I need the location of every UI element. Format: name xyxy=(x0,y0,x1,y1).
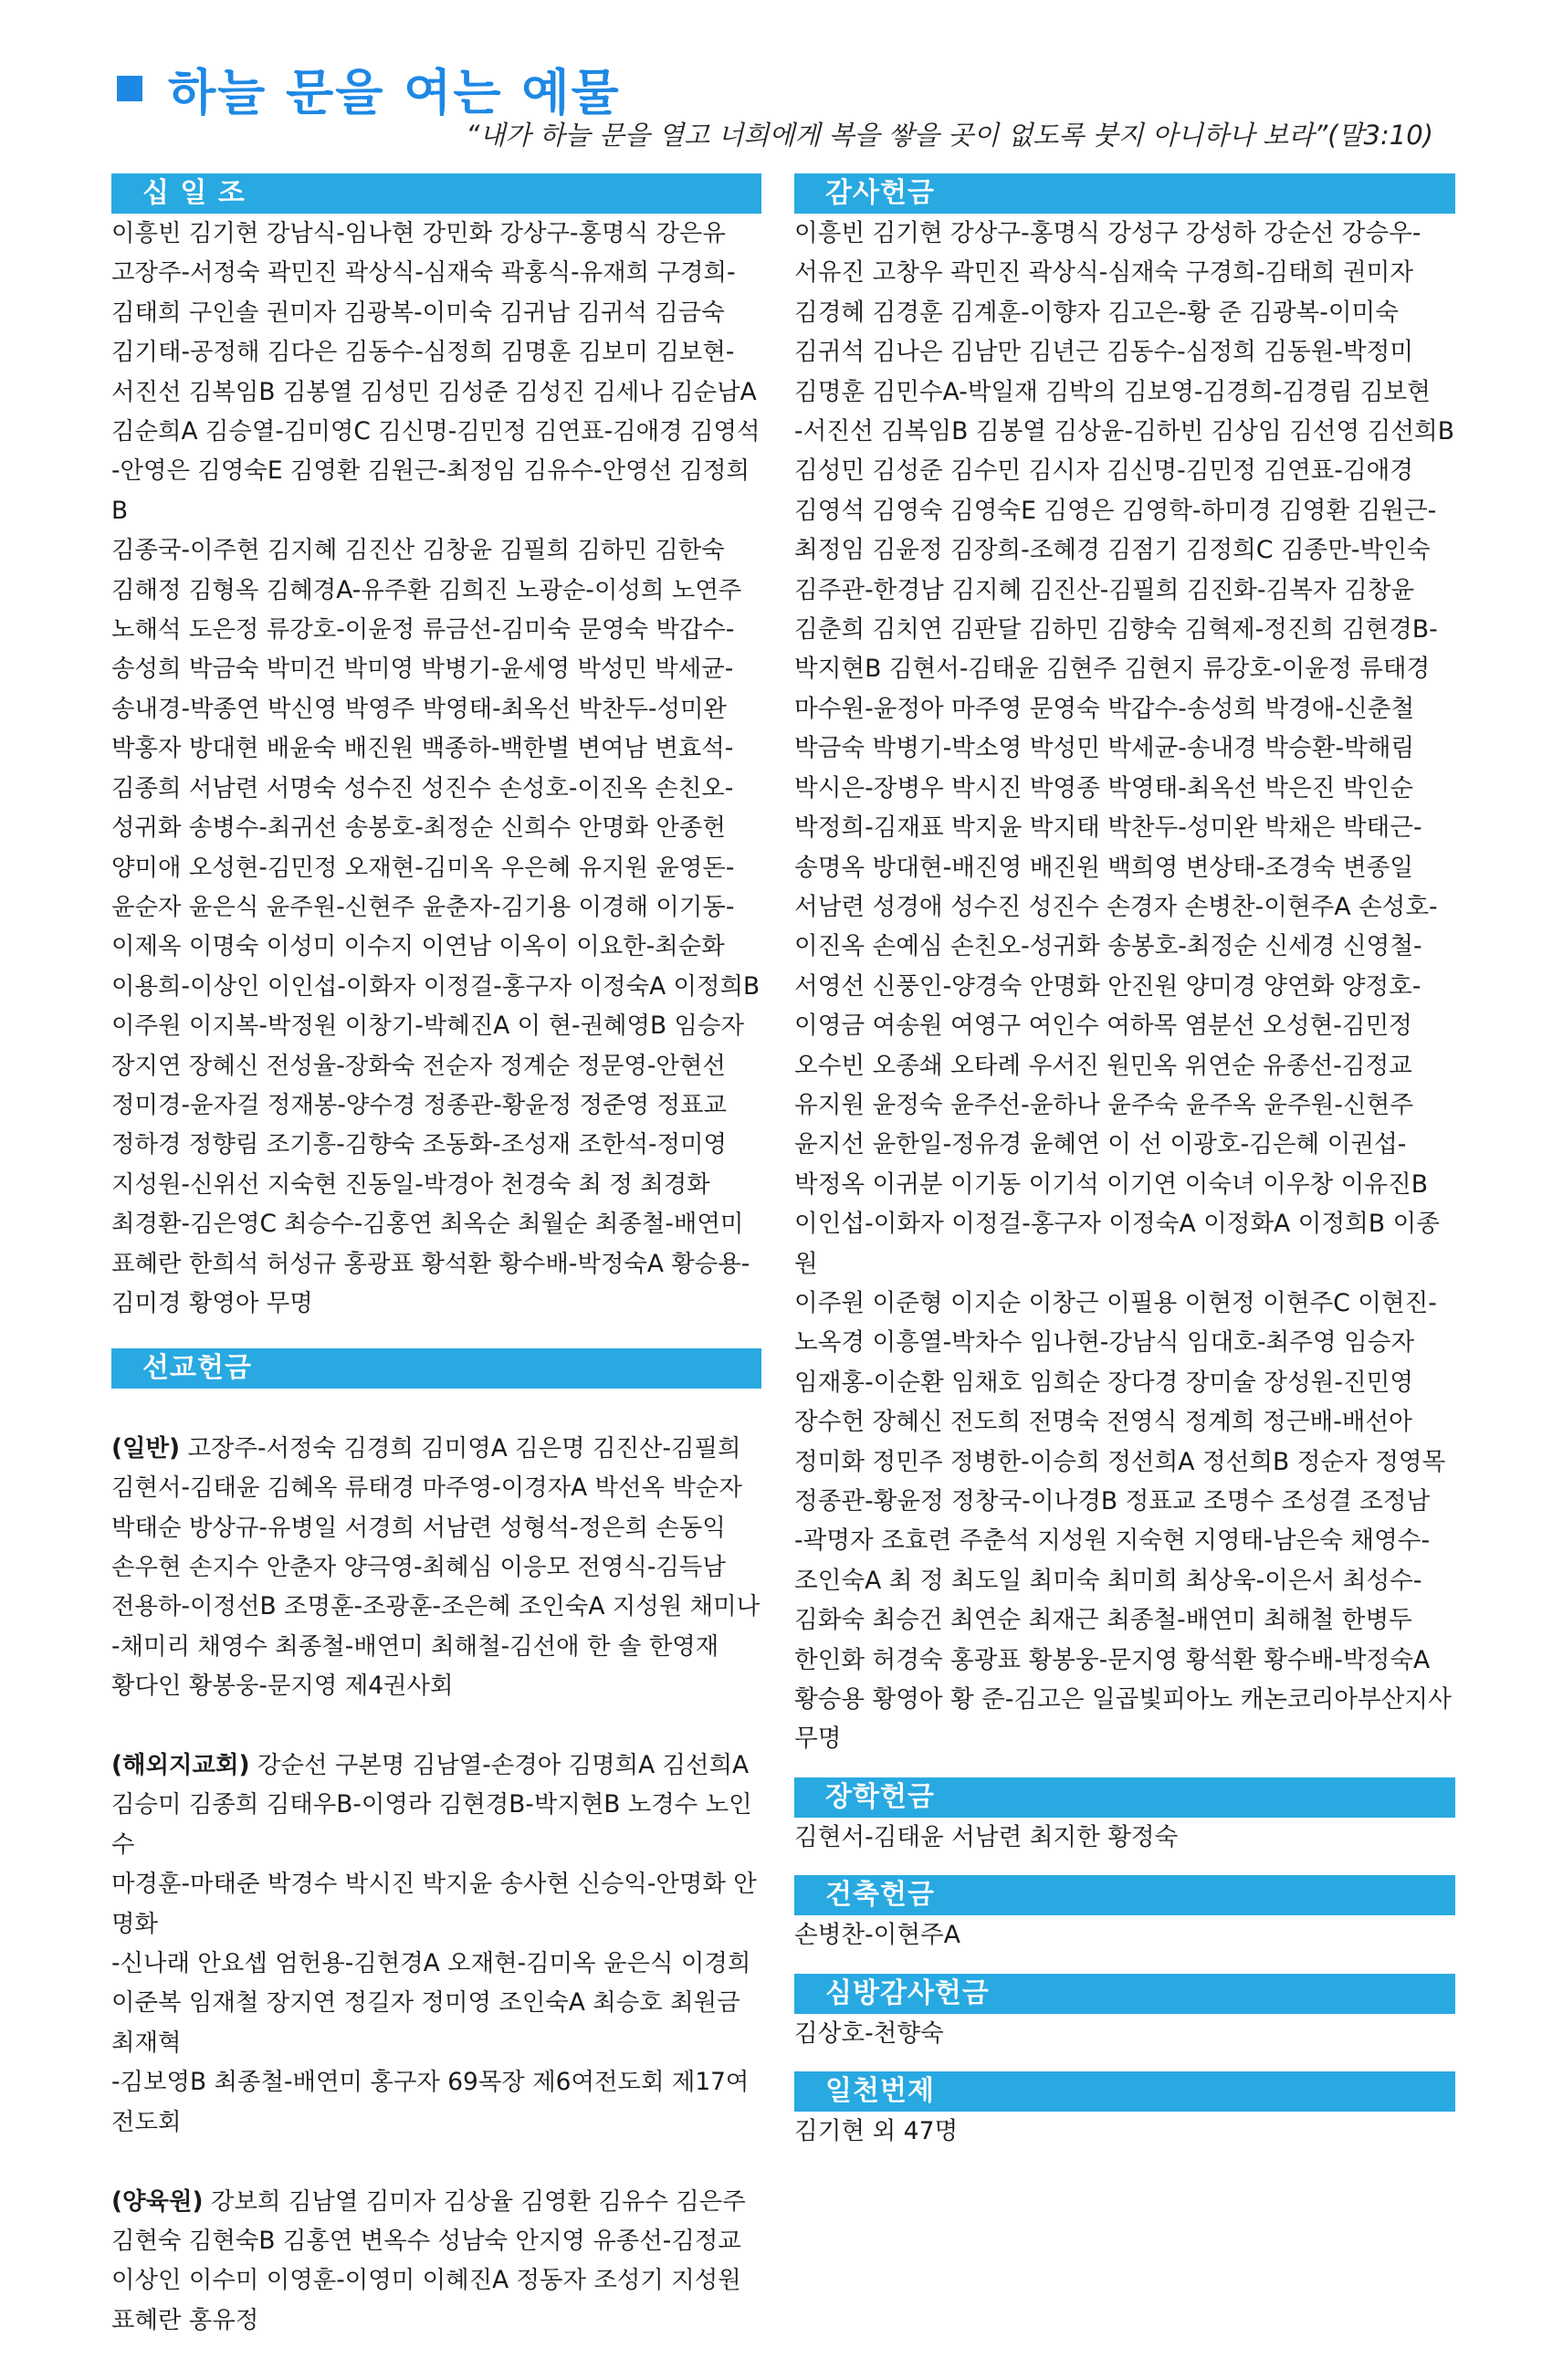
mission-general-tag: (일반) xyxy=(111,1433,181,1463)
mission-general xyxy=(111,1429,761,1706)
section-header-firstfruit: 일천번제 xyxy=(794,2071,1455,2112)
section-header-scholarship: 장학헌금 xyxy=(794,1777,1455,1818)
mission-donor-list xyxy=(111,1389,761,2379)
mission-general-names: 고장주-서정숙 김경희 김미영A 김은명 김진산-김필희 김현서-김태윤 김혜옥 류태경 마주영-이경자A 박선옥 박순자 박태순 방상규-유병일 서경희 서남련 성형석-정은희 손동익 손우현 손지수 안춘자 양극영-최혜심 이응모 전영식-김득남 전용하-이정선B 조명훈-조광훈-조은혜 조인숙A 지성원 채미나 -채미리 채영수 최종철-배연미 최해철-김선애 한 솔 한영재 황다인 황봉웅-문지영 제4권사회 xyxy=(111,1433,761,1701)
section-header-thanks: 감사헌금 xyxy=(794,173,1455,214)
scripture-verse: “내가 하늘 문을 열고 너희에게 복을 쌓을 곳이 없도록 붓지 아니하나 보라”(말3:10) xyxy=(466,120,1433,151)
mission-nursing-names: 강보희 김남열 김미자 김상율 김영환 김유수 김은주 김현숙 김현숙B 김홍연 변옥수 성남숙 안지영 유종선-김정교 이상인 이수미 이영훈-이영미 이혜진A 정동자 조성기 지성원 표혜란 홍유정 xyxy=(111,2186,746,2334)
mission-nursing-tag: (양육원) xyxy=(111,2186,204,2216)
section-header-tithe: 십 일 조 xyxy=(111,173,761,214)
mission-overseas-tag: (해외지교회) xyxy=(111,1751,250,1780)
firstfruit-donor-list: 김기현 외 47명 xyxy=(794,2117,959,2146)
building-donor-list: 손병찬-이현주A xyxy=(794,1921,960,1950)
left-column xyxy=(111,173,761,2380)
page-title: 하늘 문을 여는 예물 xyxy=(168,63,621,121)
page-header xyxy=(113,51,1455,151)
thanks-donor-list: 이흥빈 김기현 강상구-홍명식 강성구 강성하 강순선 강승우- 서유진 고창우 곽민진 곽상식-심재숙 구경희-김태희 권미자 김경혜 김경훈 김계훈-이향자 김고은-황 준 김광복-이미숙 김귀석 김나은 김남만 김년근 김동수-심정희 김동원-박정미 김명훈 김민수A-박일재 김박의 김보영-김경희-김경림 김보현 -서진선 김복임B 김봉열 김상윤-김하빈 김상임 김선영 김선희B 김성민 김성준 김수민 김시자 김신명-김민정 김연표-김애경 김영석 김영숙 김영숙E 김영은 김영학-하미경 김영환 김원근- 최정임 김윤정 김장희-조혜경 김점기 김정희C 김종만-박인숙 김주관-한경남 김지혜 김진산-김필희 김진화-김복자 김창윤 김춘희 김치연 김판달 김하민 김향숙 김혁제-정진희 김현경B- 박지현B 김현서-김태윤 김현주 김현지 류강호-이윤정 류태경 마수원-윤정아 마주영 문영숙 박갑수-송성희 박경애-신춘철 박금숙 박병기-박소영 박성민 박세균-송내경 박승환-박해림 박시은-장병우 박시진 박영종 박영태-최옥선 박은진 박인순 박정희-김재표 박지윤 박지태 박찬두-성미완 박채은 박태근- 송명옥 방대현-배진영 배진원 백희영 변상태-조경숙 변종일 서남련 성경애 성수진 성진수 손경자 손병찬-이현주A 손성호- 이진옥 손예심 손친오-성귀화 송봉호-최정순 신세경 신영철- 서영선 신풍인-양경숙 안명화 안진원 양미경 양연화 양정호- 이영금 여송원 여영구 여인수 여하목 염분선 오성현-김민정 오수빈 오종쇄 오타례 우서진 원민옥 위연순 유종선-김정교 유지원 윤정숙 윤주선-윤하나 윤주숙 윤주옥 윤주원-신현주 윤지선 윤한일-정유경 윤혜연 이 선 이광호-김은혜 이권섭- 박정옥 이귀분 이기동 이기석 이기연 이숙녀 이우창 이유진B 이인섭-이화자 이정걸-홍구자 이정숙A 이정화A 이정희B 이종원 이주원 이준형 이지순 이창근 이필용 이현정 이현주C 이현진- 노옥경 이흥열-박차수 임나현-강남식 임대호-최주영 임승자 임재홍-이순환 임채호 임희순 장다경 장미술 장성원-진민영 장수헌 장혜신 전도희 전명숙 전영식 정계희 정근배-배선아 정미화 정민주 정병한-이승희 정선희A 정선희B 정순자 정영목 정종관-황윤정 정창국-이나경B 정표교 조명수 조성결 조정남 -곽명자 조효련 주춘석 지성원 지숙현 지영태-남은숙 채영수- 조인숙A 최 정 최도일 최미숙 최미희 최상욱-이은서 최성수- 김화숙 최승건 최연순 최재근 최종철-배연미 최해철 한병두 한인화 허경숙 홍광표 황봉웅-문지영 황석환 황수배-박정숙A 황승용 황영아 황 준-김고은 일곱빛피아노 캐논코리아부산지사 무명 xyxy=(794,219,1454,1754)
section-header-building: 건축헌금 xyxy=(794,1875,1455,1915)
scholarship-donor-list: 김현서-김태윤 서남련 최지한 황정숙 xyxy=(794,1822,1179,1851)
mission-overseas xyxy=(111,1746,761,2142)
visit-thanks-donor-list: 김상호-천향숙 xyxy=(794,2018,944,2048)
section-header-mission: 선교헌금 xyxy=(111,1348,761,1389)
mission-overseas-names: 강순선 구본명 김남열-손경아 김명희A 김선희A 김승미 김종희 김태우B-이영라 김현경B-박지현B 노경수 노인수 마경훈-마태준 박경수 박시진 박지윤 송사현 신승익-안명화 안명화 -신나래 안요셉 엄헌용-김현경A 오재현-김미옥 윤은식 이경희 이준복 임재철 장지연 정길자 정미영 조인숙A 최승호 최원금 최재혁 -김보영B 최종철-배연미 홍구자 69목장 제6여전도회 제17여전도회 xyxy=(111,1751,757,2136)
right-column xyxy=(794,173,1455,2151)
section-header-visit-thanks: 심방감사헌금 xyxy=(794,1974,1455,2014)
tithe-donor-list: 이흥빈 김기현 강남식-임나현 강민화 강상구-홍명식 강은유 고장주-서정숙 곽민진 곽상식-심재숙 곽홍식-유재희 구경희- 김태희 구인솔 권미자 김광복-이미숙 김귀남 김귀석 김금숙 김기태-공정해 김다은 김동수-심정희 김명훈 김보미 김보현- 서진선 김복임B 김봉열 김성민 김성준 김성진 김세나 김순남A 김순희A 김승열-김미영C 김신명-김민정 김연표-김애경 김영석 -안영은 김영숙E 김영환 김원근-최정임 김유수-안영선 김정희B 김종국-이주현 김지혜 김진산 김창윤 김필희 김하민 김한숙 김해정 김형옥 김혜경A-유주환 김희진 노광순-이성희 노연주 노해석 도은정 류강호-이윤정 류금선-김미숙 문영숙 박갑수- 송성희 박금숙 박미건 박미영 박병기-윤세영 박성민 박세균- 송내경-박종연 박신영 박영주 박영태-최옥선 박찬두-성미완 박홍자 방대현 배윤숙 배진원 백종하-백한별 변여남 변효석- 김종희 서남련 서명숙 성수진 성진수 손성호-이진옥 손친오- 성귀화 송병수-최귀선 송봉호-최정순 신희수 안명화 안종헌 양미애 오성현-김민정 오재현-김미옥 우은혜 유지원 윤영돈- 윤순자 윤은식 윤주원-신현주 윤춘자-김기용 이경해 이기동- 이제옥 이명숙 이성미 이수지 이연남 이옥이 이요한-최순화 이용희-이상인 이인섭-이화자 이정걸-홍구자 이정숙A 이정희B 이주원 이지복-박정원 이창기-박혜진A 이 현-권혜영B 임승자 장지연 장혜신 전성율-장화숙 전순자 정계순 정문영-안현선 정미경-윤자걸 정재봉-양수경 정종관-황윤정 정준영 정표교 정하경 정향림 조기흥-김향숙 조동화-조성재 조한석-정미영 지성원-신위선 지숙현 진동일-박경아 천경숙 최 정 최경화 최경환-김은영C 최승수-김홍연 최옥순 최월순 최종철-배연미 표혜란 한희석 허성규 홍광표 황석환 황수배-박정숙A 황승용- 김미경 황영아 무명 xyxy=(111,219,761,1317)
title-bullet-icon xyxy=(117,76,142,101)
mission-nursing xyxy=(111,2182,761,2341)
